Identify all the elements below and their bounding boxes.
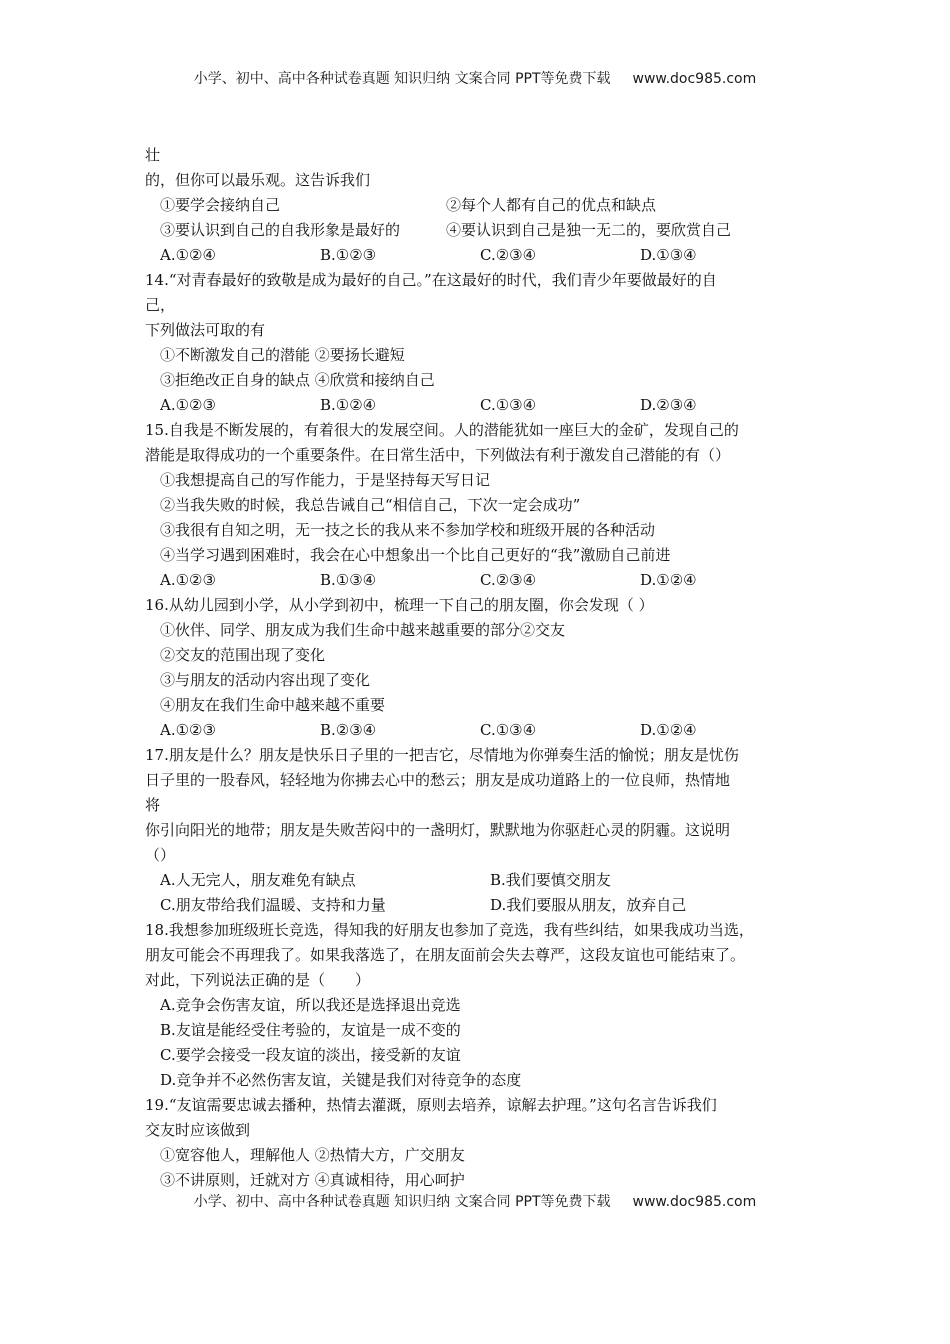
q14-option-c: C.①③④ xyxy=(480,396,537,414)
q17-options-row2 xyxy=(145,893,820,918)
q18-stem-3: 对此，下列说法正确的是（ ） xyxy=(145,971,371,989)
q13-statement-1: ①要学会接纳自己 xyxy=(160,196,281,214)
q18-option-d: D.竞争并不必然伤害友谊，关键是我们对待竞争的态度 xyxy=(160,1071,522,1089)
q18-option-c: C.要学会接受一段友谊的淡出，接受新的友谊 xyxy=(160,1046,461,1064)
q16-statement-3: ③与朋友的活动内容出现了变化 xyxy=(160,671,371,689)
question-content xyxy=(145,143,820,1193)
q13-statement-4: ④要认识到自己是独一无二的，要欣赏自己 xyxy=(446,221,732,239)
q14-option-a: A.①②③ xyxy=(160,396,216,414)
q17-option-d: D.我们要服从朋友，放弃自己 xyxy=(490,896,687,914)
q17-stem-5: （） xyxy=(145,846,176,864)
q17-option-b: B.我们要慎交朋友 xyxy=(490,871,611,889)
q14-stem-1: 14.“对青春最好的致敬是成为最好的自己。”在这最好的时代，我们青少年要做最好的自 xyxy=(145,271,717,289)
q14-option-b: B.①②④ xyxy=(320,396,377,414)
q19-stem-1: 19.“友谊需要忠诚去播种，热情去灌溉，原则去培养，谅解去护理。”这句名言告诉我们 xyxy=(145,1096,717,1114)
q14-stem-3: 下列做法可取的有 xyxy=(145,321,266,339)
q16-option-b: B.②③④ xyxy=(320,721,377,739)
page-header xyxy=(0,68,950,88)
q13-statements-row2 xyxy=(145,218,820,243)
q17-options-row1 xyxy=(145,868,820,893)
footer-url[interactable]: www.doc985.com xyxy=(632,1194,757,1210)
q14-option-d: D.②③④ xyxy=(640,396,697,414)
q19-stem-2: 交友时应该做到 xyxy=(145,1121,251,1139)
q13-option-a: A.①②④ xyxy=(160,246,216,264)
q13-options xyxy=(145,243,820,268)
page-footer xyxy=(0,1191,950,1211)
q17-stem-2: 日子里的一股春风，轻轻地为你拂去心中的愁云；朋友是成功道路上的一位良师，热情地 xyxy=(145,771,731,789)
q13-line2: 的，但你可以最乐观。这告诉我们 xyxy=(145,171,371,189)
q15-option-a: A.①②③ xyxy=(160,571,216,589)
q15-statement-3: ③我很有自知之明，无一技之长的我从来不参加学校和班级开展的各种活动 xyxy=(160,521,656,539)
q17-stem-4: 你引向阳光的地带；朋友是失败苦闷中的一盏明灯，默默地为你驱赶心灵的阴霾。这说明 xyxy=(145,821,731,839)
q15-stem-1: 15.自我是不断发展的，有着很大的发展空间。人的潜能犹如一座巨大的金矿，发现自己的 xyxy=(145,421,739,439)
q13-statement-3: ③要认识到自己的自我形象是最好的 xyxy=(160,221,401,239)
q17-stem-1: 17.朋友是什么？朋友是快乐日子里的一把吉它，尽情地为你弹奏生活的愉悦；朋友是忧伤 xyxy=(145,746,739,764)
q15-option-d: D.①②④ xyxy=(640,571,697,589)
q13-statement-2: ②每个人都有自己的优点和缺点 xyxy=(446,196,657,214)
q13-option-d: D.①③④ xyxy=(640,246,697,264)
q18-stem-1: 18.我想参加班级班长竞选，得知我的好朋友也参加了竞选，我有些纠结，如果我成功当选， xyxy=(145,921,754,939)
q15-option-b: B.①③④ xyxy=(320,571,377,589)
q16-statement-2: ②交友的范围出现了变化 xyxy=(160,646,326,664)
q16-options xyxy=(145,718,820,743)
header-text: 小学、初中、高中各种试卷真题 知识归纳 文案合同 PPT等免费下载 xyxy=(193,71,611,87)
q15-statement-4: ④当学习遇到困难时，我会在心中想象出一个比自己更好的“我”激励自己前进 xyxy=(160,546,671,564)
q18-option-b: B.友谊是能经受住考验的，友谊是一成不变的 xyxy=(160,1021,461,1039)
q14-stem-2: 己， xyxy=(145,296,176,314)
q14-statements-2: ③拒绝改正自身的缺点 ④欣赏和接纳自己 xyxy=(160,371,435,389)
q16-stem: 16.从幼儿园到小学，从小学到初中，梳理一下自己的朋友圈，你会发现（ ） xyxy=(145,596,654,614)
footer-text: 小学、初中、高中各种试卷真题 知识归纳 文案合同 PPT等免费下载 xyxy=(193,1194,611,1210)
q17-option-c: C.朋友带给我们温暖、支持和力量 xyxy=(160,896,386,914)
q13-option-c: C.②③④ xyxy=(480,246,537,264)
q16-option-a: A.①②③ xyxy=(160,721,216,739)
q14-statements-1: ①不断激发自己的潜能 ②要扬长避短 xyxy=(160,346,405,364)
q15-statement-2: ②当我失败的时候，我总告诫自己“相信自己，下次一定会成功” xyxy=(160,496,581,514)
q13-option-b: B.①②③ xyxy=(320,246,377,264)
q18-stem-2: 朋友可能会不再理我了。如果我落选了，在朋友面前会失去尊严，这段友谊也可能结束了。 xyxy=(145,946,746,964)
q15-options xyxy=(145,568,820,593)
q16-option-c: C.①③④ xyxy=(480,721,537,739)
q19-statements-2: ③不讲原则，迁就对方 ④真诚相待，用心呵护 xyxy=(160,1171,465,1189)
q14-options xyxy=(145,393,820,418)
q16-option-d: D.①②④ xyxy=(640,721,697,739)
header-url[interactable]: www.doc985.com xyxy=(632,71,757,87)
q15-option-c: C.②③④ xyxy=(480,571,537,589)
q16-statement-4: ④朋友在我们生命中越来越不重要 xyxy=(160,696,386,714)
q15-statement-1: ①我想提高自己的写作能力，于是坚持每天写日记 xyxy=(160,471,491,489)
q17-option-a: A.人无完人，朋友难免有缺点 xyxy=(160,871,356,889)
q17-stem-3: 将 xyxy=(145,796,161,814)
q19-statements-1: ①宽容他人，理解他人 ②热情大方，广交朋友 xyxy=(160,1146,465,1164)
q13-line1: 壮 xyxy=(145,146,161,164)
q15-stem-2: 潜能是取得成功的一个重要条件。在日常生活中，下列做法有利于激发自己潜能的有（） xyxy=(145,446,731,464)
q18-option-a: A.竞争会伤害友谊，所以我还是选择退出竞选 xyxy=(160,996,461,1014)
q16-statement-1: ①伙伴、同学、朋友成为我们生命中越来越重要的部分②交友 xyxy=(160,621,566,639)
q13-statements-row1 xyxy=(145,193,820,218)
